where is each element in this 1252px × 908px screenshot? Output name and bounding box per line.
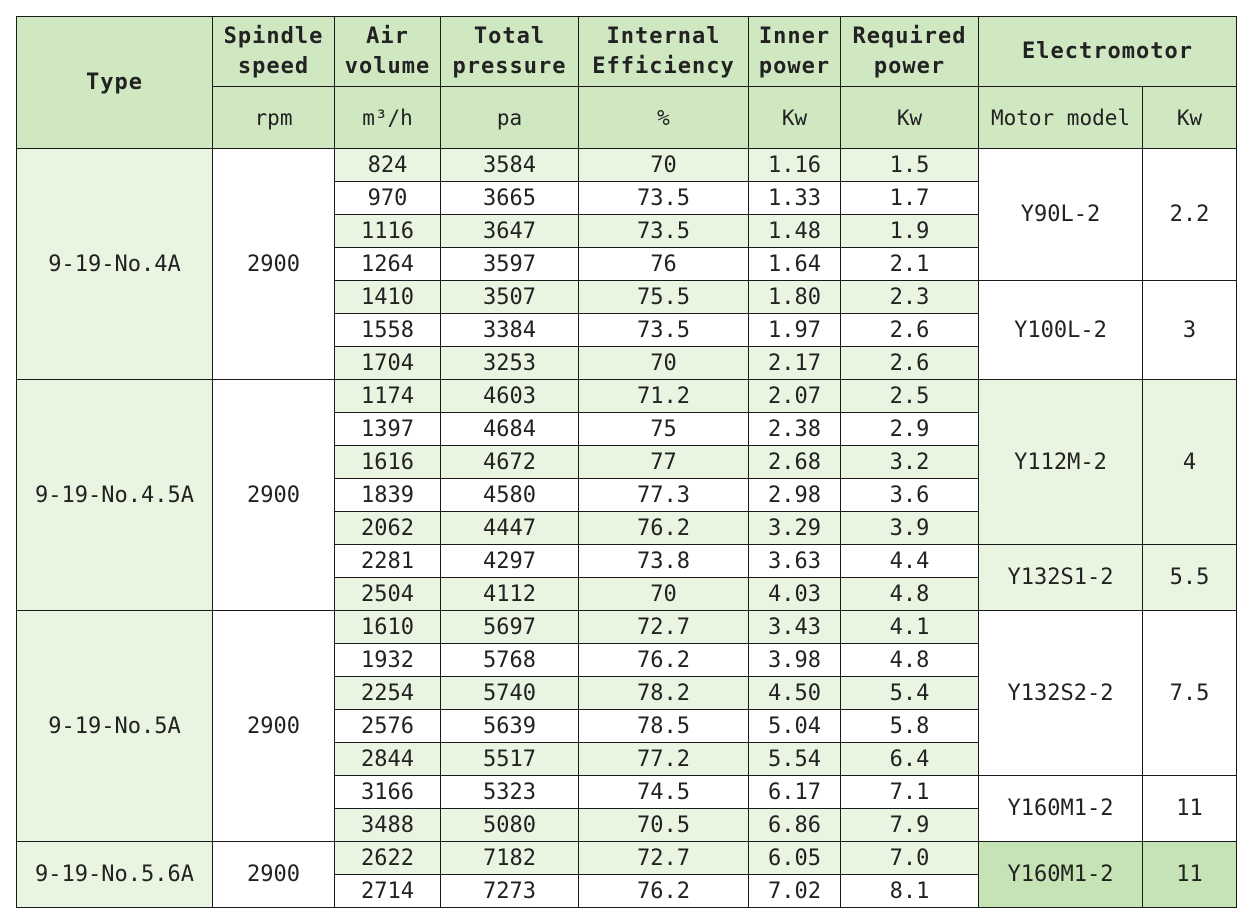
header-inner-power [749,17,841,87]
cell-air-volume: 1410 [335,281,441,314]
cell-air-volume: 2281 [335,545,441,578]
cell-inner-power: 1.97 [749,314,841,347]
cell-inner-power: 2.17 [749,347,841,380]
cell-total-pressure: 3584 [441,149,579,182]
cell-total-pressure: 3647 [441,215,579,248]
cell-inner-power: 3.43 [749,611,841,644]
cell-total-pressure: 4603 [441,380,579,413]
cell-air-volume: 1704 [335,347,441,380]
cell-inner-power: 1.48 [749,215,841,248]
cell-air-volume: 1264 [335,248,441,281]
cell-spindle-speed: 2900 [213,149,335,380]
cell-motor-model: Y160M1-2 [979,842,1143,908]
cell-required-power: 2.9 [841,413,979,446]
cell-internal-efficiency: 77 [579,446,749,479]
table-row [17,611,1237,644]
cell-internal-efficiency: 74.5 [579,776,749,809]
table-row [17,380,1237,413]
cell-spindle-speed: 2900 [213,380,335,611]
cell-spindle-speed: 2900 [213,842,335,908]
cell-motor-model: Y100L-2 [979,281,1143,380]
cell-inner-power: 2.38 [749,413,841,446]
cell-motor-power: 2.2 [1143,149,1237,281]
cell-internal-efficiency: 72.7 [579,842,749,875]
cell-air-volume: 2504 [335,578,441,611]
cell-total-pressure: 3507 [441,281,579,314]
header-type: Type [17,17,213,149]
cell-required-power: 7.0 [841,842,979,875]
cell-air-volume: 3166 [335,776,441,809]
unit-spindle-speed: rpm [213,87,335,149]
cell-required-power: 3.9 [841,512,979,545]
cell-required-power: 2.6 [841,347,979,380]
cell-total-pressure: 4297 [441,545,579,578]
cell-total-pressure: 7182 [441,842,579,875]
cell-motor-power: 3 [1143,281,1237,380]
cell-internal-efficiency: 70 [579,149,749,182]
cell-required-power: 7.9 [841,809,979,842]
cell-inner-power: 3.98 [749,644,841,677]
cell-inner-power: 3.29 [749,512,841,545]
cell-internal-efficiency: 73.5 [579,314,749,347]
cell-inner-power: 6.86 [749,809,841,842]
cell-required-power: 4.8 [841,578,979,611]
cell-internal-efficiency: 78.5 [579,710,749,743]
cell-internal-efficiency: 76.2 [579,875,749,908]
cell-air-volume: 1116 [335,215,441,248]
cell-air-volume: 1839 [335,479,441,512]
cell-type: 9-19-No.4A [17,149,213,380]
cell-total-pressure: 5517 [441,743,579,776]
cell-internal-efficiency: 78.2 [579,677,749,710]
header-air-volume [335,17,441,87]
cell-inner-power: 7.02 [749,875,841,908]
cell-internal-efficiency: 70.5 [579,809,749,842]
cell-inner-power: 2.68 [749,446,841,479]
cell-total-pressure: 4580 [441,479,579,512]
cell-internal-efficiency: 77.3 [579,479,749,512]
cell-internal-efficiency: 75.5 [579,281,749,314]
cell-inner-power: 1.64 [749,248,841,281]
header-spindle-speed-line-1: Spindle [223,23,324,49]
header-spindle-speed [213,17,335,87]
cell-internal-efficiency: 73.5 [579,215,749,248]
table-row [17,149,1237,182]
cell-total-pressure: 3384 [441,314,579,347]
table-body [17,149,1237,908]
cell-motor-model: Y160M1-2 [979,776,1143,842]
cell-internal-efficiency: 70 [579,347,749,380]
header-internal-efficiency-line-1: Internal [606,23,721,49]
cell-inner-power: 1.33 [749,182,841,215]
cell-total-pressure: 4684 [441,413,579,446]
cell-internal-efficiency: 70 [579,578,749,611]
cell-required-power: 5.8 [841,710,979,743]
unit-motor-power: Kw [1143,87,1237,149]
cell-total-pressure: 4447 [441,512,579,545]
cell-air-volume: 2576 [335,710,441,743]
cell-inner-power: 4.50 [749,677,841,710]
header-required-power-line-2: power [873,53,946,79]
cell-required-power: 7.1 [841,776,979,809]
cell-required-power: 3.6 [841,479,979,512]
cell-total-pressure: 4112 [441,578,579,611]
cell-air-volume: 970 [335,182,441,215]
cell-motor-power: 5.5 [1143,545,1237,611]
header-internal-efficiency-line-2: Efficiency [592,53,735,79]
cell-required-power: 1.7 [841,182,979,215]
unit-air-volume: m³/h [335,87,441,149]
header-spindle-speed-line-2: speed [237,53,310,79]
cell-internal-efficiency: 77.2 [579,743,749,776]
cell-total-pressure: 5080 [441,809,579,842]
cell-internal-efficiency: 75 [579,413,749,446]
cell-inner-power: 4.03 [749,578,841,611]
cell-total-pressure: 3665 [441,182,579,215]
table-header [17,17,1237,149]
cell-air-volume: 1174 [335,380,441,413]
cell-total-pressure: 4672 [441,446,579,479]
cell-internal-efficiency: 72.7 [579,611,749,644]
header-inner-power-line-1: Inner [758,23,831,49]
cell-internal-efficiency: 76.2 [579,512,749,545]
cell-spindle-speed: 2900 [213,611,335,842]
cell-inner-power: 2.07 [749,380,841,413]
cell-required-power: 3.2 [841,446,979,479]
unit-total-pressure: pa [441,87,579,149]
cell-motor-model: Y132S1-2 [979,545,1143,611]
cell-air-volume: 2622 [335,842,441,875]
cell-required-power: 4.1 [841,611,979,644]
header-total-pressure [441,17,579,87]
cell-air-volume: 1932 [335,644,441,677]
cell-inner-power: 5.04 [749,710,841,743]
cell-air-volume: 3488 [335,809,441,842]
cell-total-pressure: 5323 [441,776,579,809]
cell-type: 9-19-No.5.6A [17,842,213,908]
header-electromotor: Electromotor [979,17,1237,87]
cell-required-power: 1.5 [841,149,979,182]
cell-total-pressure: 5740 [441,677,579,710]
cell-required-power: 2.5 [841,380,979,413]
cell-motor-power: 4 [1143,380,1237,545]
cell-motor-power: 11 [1143,842,1237,908]
cell-motor-power: 7.5 [1143,611,1237,776]
cell-total-pressure: 7273 [441,875,579,908]
table-row [17,842,1237,875]
cell-air-volume: 1397 [335,413,441,446]
cell-motor-model: Y112M-2 [979,380,1143,545]
header-total-pressure-line-1: Total [473,23,546,49]
header-row-1 [17,17,1237,87]
cell-inner-power: 1.16 [749,149,841,182]
cell-required-power: 4.4 [841,545,979,578]
cell-type: 9-19-No.5A [17,611,213,842]
cell-required-power: 2.1 [841,248,979,281]
unit-inner-power: Kw [749,87,841,149]
header-air-volume-line-1: Air [366,23,409,49]
unit-internal-efficiency: % [579,87,749,149]
cell-air-volume: 2062 [335,512,441,545]
header-air-volume-line-2: volume [344,53,431,79]
cell-inner-power: 6.05 [749,842,841,875]
header-inner-power-line-2: power [758,53,831,79]
header-internal-efficiency [579,17,749,87]
cell-motor-model: Y132S2-2 [979,611,1143,776]
cell-air-volume: 2714 [335,875,441,908]
cell-air-volume: 1616 [335,446,441,479]
header-total-pressure-line-2: pressure [452,53,567,79]
header-motor-model: Motor model [979,87,1143,149]
cell-motor-model: Y90L-2 [979,149,1143,281]
cell-total-pressure: 5768 [441,644,579,677]
cell-air-volume: 1558 [335,314,441,347]
cell-internal-efficiency: 76.2 [579,644,749,677]
cell-required-power: 4.8 [841,644,979,677]
cell-type: 9-19-No.4.5A [17,380,213,611]
cell-required-power: 2.3 [841,281,979,314]
cell-required-power: 1.9 [841,215,979,248]
cell-inner-power: 2.98 [749,479,841,512]
cell-required-power: 8.1 [841,875,979,908]
cell-internal-efficiency: 73.5 [579,182,749,215]
fan-spec-table [16,16,1237,908]
unit-required-power: Kw [841,87,979,149]
cell-inner-power: 6.17 [749,776,841,809]
cell-air-volume: 1610 [335,611,441,644]
cell-total-pressure: 5697 [441,611,579,644]
cell-total-pressure: 5639 [441,710,579,743]
cell-total-pressure: 3253 [441,347,579,380]
cell-internal-efficiency: 73.8 [579,545,749,578]
cell-required-power: 6.4 [841,743,979,776]
header-required-power [841,17,979,87]
cell-motor-power: 11 [1143,776,1237,842]
cell-internal-efficiency: 76 [579,248,749,281]
cell-inner-power: 5.54 [749,743,841,776]
cell-air-volume: 2254 [335,677,441,710]
cell-inner-power: 3.63 [749,545,841,578]
cell-air-volume: 824 [335,149,441,182]
cell-internal-efficiency: 71.2 [579,380,749,413]
cell-total-pressure: 3597 [441,248,579,281]
header-required-power-line-1: Required [852,23,967,49]
cell-required-power: 5.4 [841,677,979,710]
cell-inner-power: 1.80 [749,281,841,314]
cell-air-volume: 2844 [335,743,441,776]
cell-required-power: 2.6 [841,314,979,347]
